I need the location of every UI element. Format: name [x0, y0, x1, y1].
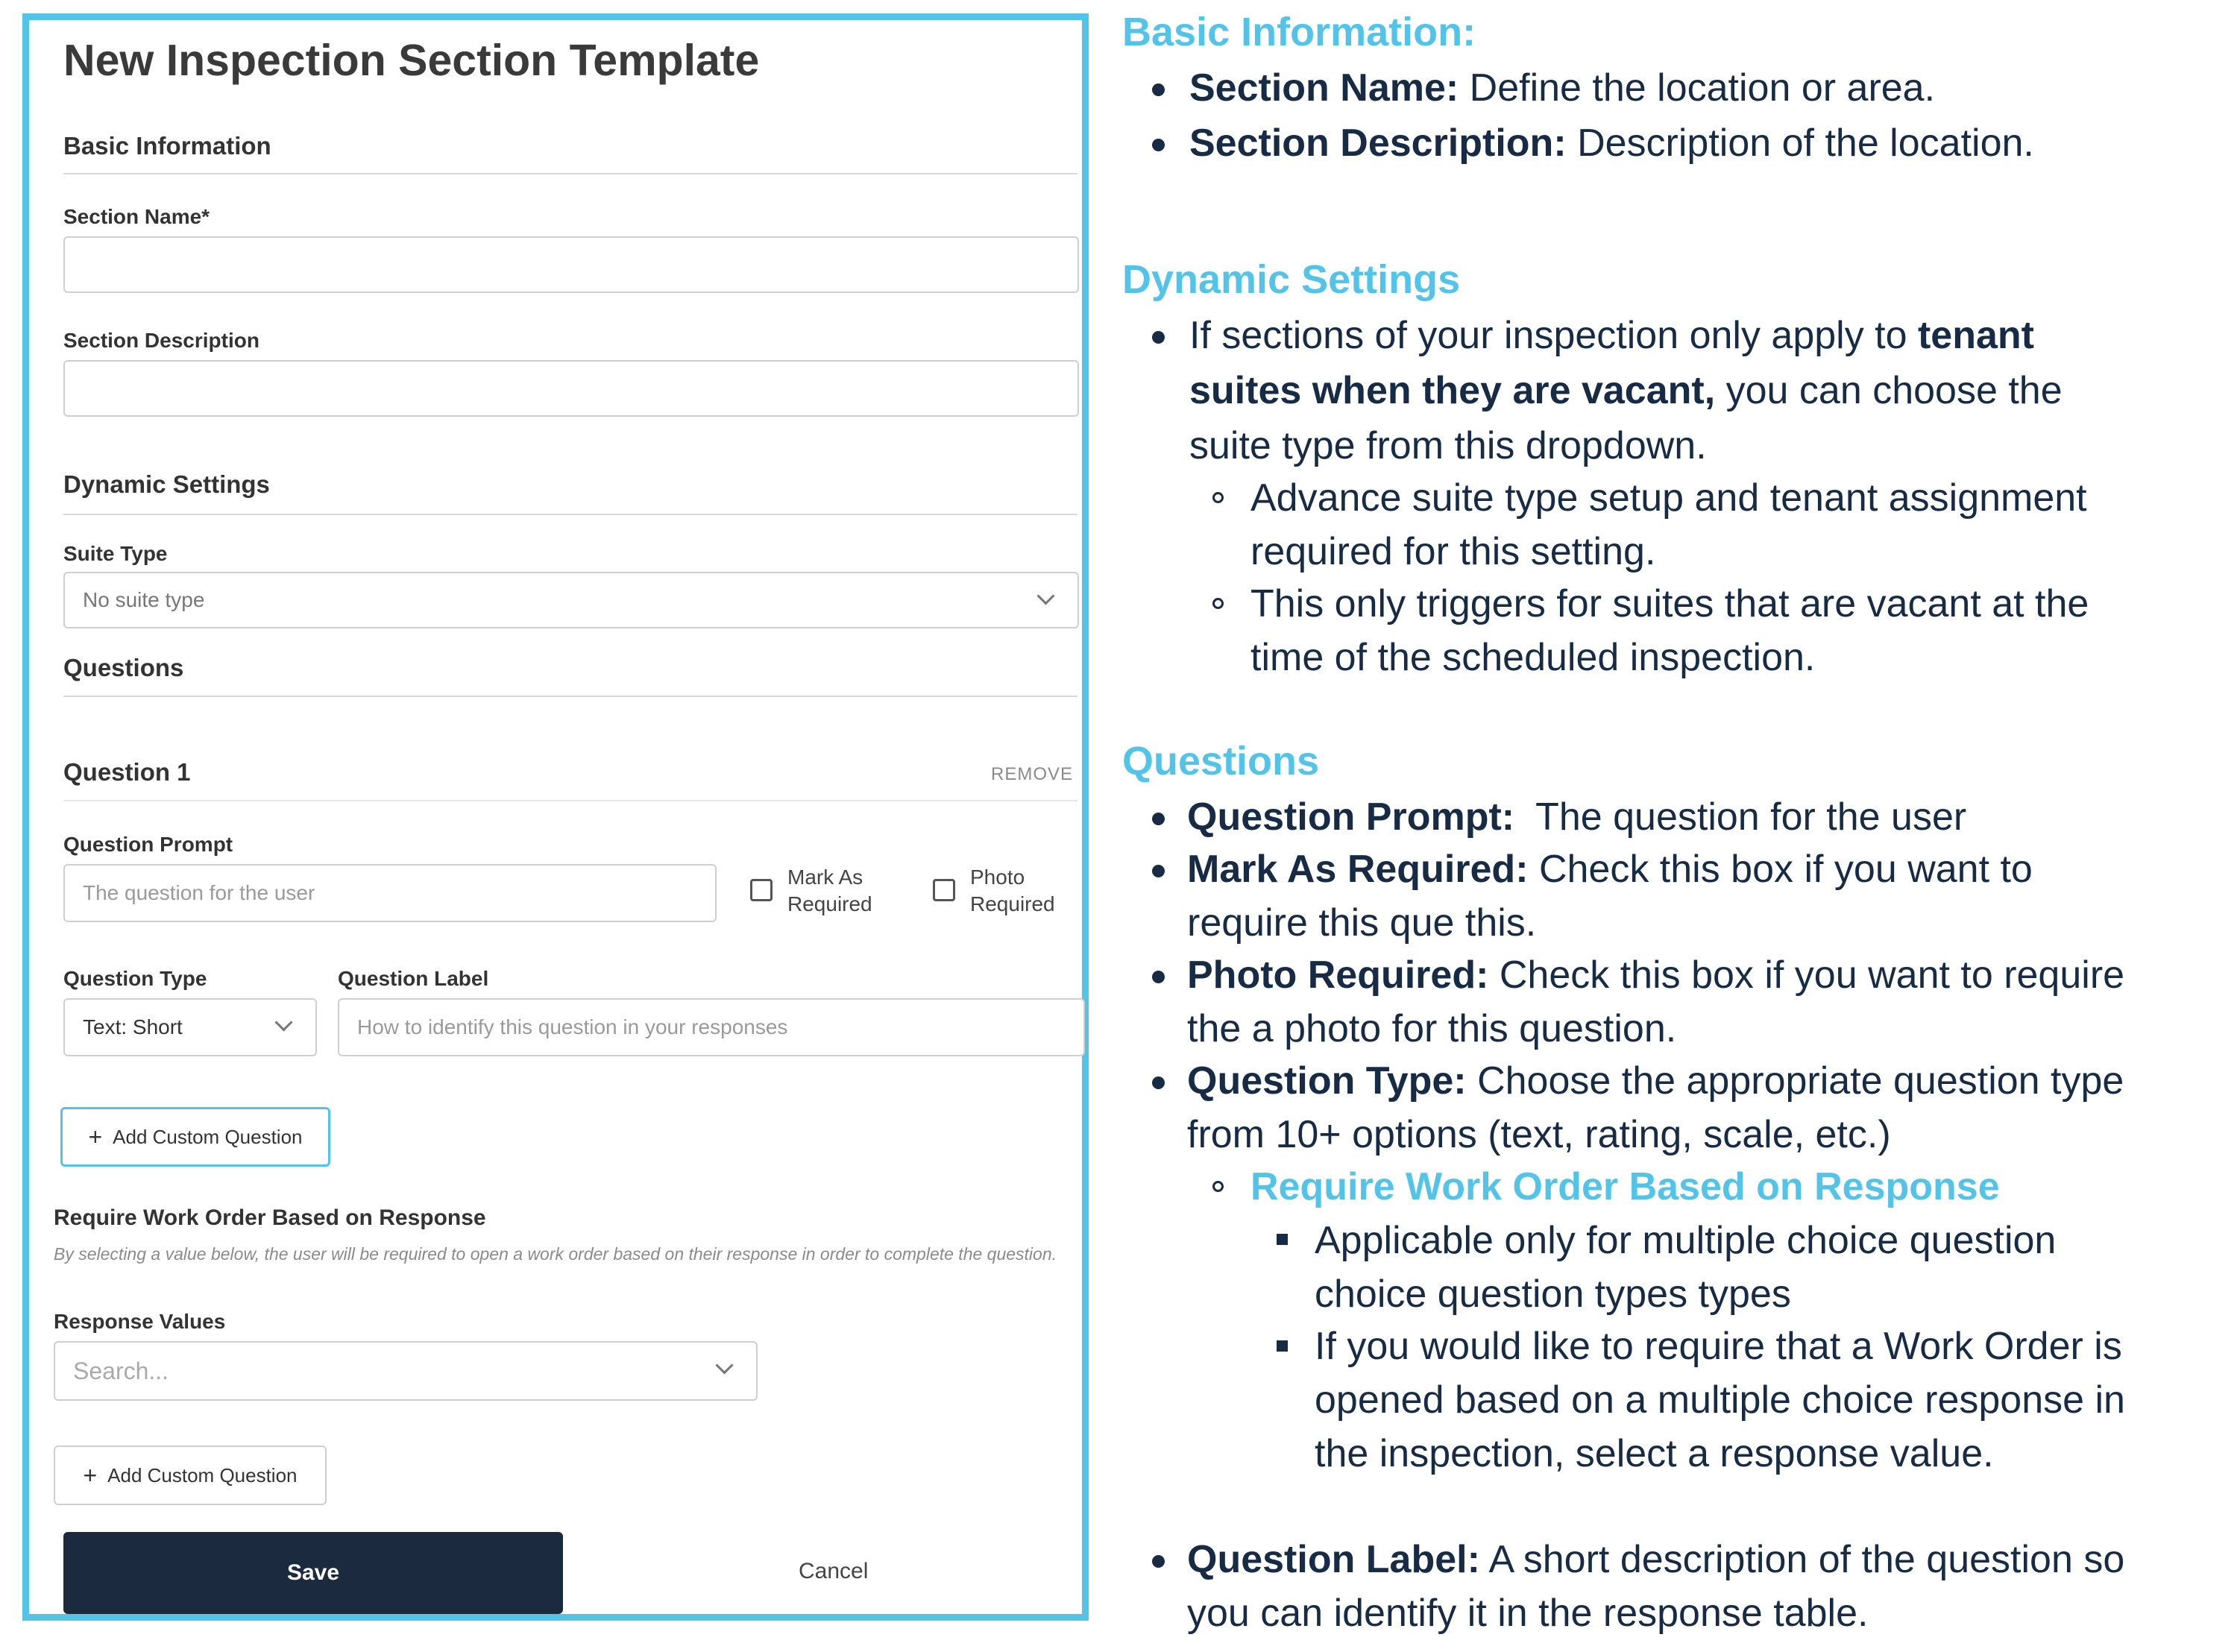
add-custom-question-label: Add Custom Question: [113, 1125, 303, 1148]
question-type-value: Text: Short: [83, 1015, 183, 1038]
work-order-heading: Require Work Order Based on Response: [54, 1205, 486, 1230]
chevron-down-icon: [1036, 587, 1054, 605]
help-desc: The question for the user: [1514, 795, 1967, 839]
help-dynamic-line1: [1189, 309, 2034, 362]
bullet-icon: [1152, 1555, 1165, 1568]
help-desc: Check this box if you want to require: [1488, 953, 2125, 997]
section-name-label: Section Name*: [63, 205, 210, 228]
suite-type-value: No suite type: [83, 588, 205, 611]
question-prompt-label: Question Prompt: [63, 833, 233, 856]
help-work-order-heading: Require Work Order Based on Response: [1250, 1165, 2000, 1208]
help-wo-sub2-line2: opened based on a multiple choice response in: [1315, 1378, 2125, 1422]
bullet-icon: [1152, 1076, 1165, 1089]
suite-type-label: Suite Type: [63, 542, 168, 565]
help-question-prompt: [1187, 790, 1966, 844]
divider: [63, 800, 1077, 801]
help-term: suites when they are vacant,: [1189, 369, 1716, 412]
sub-bullet-icon: [1212, 598, 1224, 609]
help-desc: Choose the appropriate question type: [1466, 1059, 2124, 1103]
help-desc: you can choose the: [1715, 369, 2063, 412]
help-section-name: [1189, 61, 1935, 115]
divider: [63, 173, 1077, 174]
response-values-placeholder: Search...: [73, 1357, 169, 1384]
sub-sub-bullet-icon: [1277, 1234, 1288, 1245]
question-prompt-input[interactable]: The question for the user: [63, 864, 717, 922]
help-wo-sub1-line1: Applicable only for multiple choice question: [1315, 1219, 2057, 1262]
help-dyn-sub1-line2: required for this setting.: [1250, 530, 1656, 573]
sub-bullet-icon: [1212, 1181, 1224, 1192]
bullet-icon: [1152, 83, 1165, 96]
help-section-description: [1189, 116, 2034, 170]
save-button[interactable]: Save: [63, 1532, 563, 1614]
divider: [63, 696, 1077, 697]
question-label-input[interactable]: How to identify this question in your responses: [338, 998, 1085, 1056]
sub-bullet-icon: [1212, 492, 1224, 503]
question-1-title: Question 1: [63, 758, 191, 786]
suite-type-select[interactable]: [63, 572, 1079, 628]
add-custom-question-button[interactable]: [60, 1107, 330, 1167]
mark-required-checkbox[interactable]: [750, 879, 773, 901]
help-term: Question Prompt:: [1187, 795, 1515, 839]
help-dyn-sub2-line1: This only triggers for suites that are vacant at the: [1250, 582, 2089, 625]
help-photo-required-line2: the a photo for this question.: [1187, 1007, 1677, 1050]
help-term: tenant: [1917, 314, 2034, 357]
work-order-description: By selecting a value below, the user will be required to open a work order based on their response in order to complete the question.: [54, 1244, 1057, 1264]
help-term: Mark As Required:: [1187, 848, 1529, 891]
sub-sub-bullet-icon: [1277, 1340, 1288, 1352]
divider: [63, 514, 1077, 515]
photo-required-label-line2: Required: [970, 892, 1055, 915]
help-photo-required: [1187, 948, 2124, 1002]
section-description-input[interactable]: [63, 360, 1079, 417]
help-desc: A short description of the question so: [1479, 1538, 2125, 1581]
help-question-label: [1187, 1533, 2124, 1586]
bullet-icon: [1152, 331, 1165, 344]
help-basic-heading: Basic Information:: [1122, 10, 1476, 54]
help-desc: Description of the location.: [1566, 122, 2034, 165]
help-term: Section Name:: [1189, 66, 1459, 110]
help-desc: If sections of your inspection only apply to: [1189, 314, 1918, 357]
mark-required-label-line2: Required: [787, 892, 872, 915]
help-term: Photo Required:: [1187, 953, 1489, 997]
question-label-label: Question Label: [338, 967, 489, 990]
mark-required-label-line1: Mark As: [787, 866, 863, 889]
help-wo-sub2-line1: If you would like to require that a Work Order is: [1315, 1325, 2122, 1368]
help-question-type: [1187, 1054, 2124, 1108]
help-desc: Check this box if you want to: [1528, 848, 2033, 891]
help-dynamic-line2: [1189, 364, 2063, 417]
bullet-icon: [1152, 139, 1165, 151]
section-description-label: Section Description: [63, 329, 259, 352]
cancel-button[interactable]: Cancel: [799, 1559, 869, 1583]
help-dyn-sub1-line1: Advance suite type setup and tenant assignment: [1250, 476, 2087, 520]
help-wo-sub1-line2: choice question types types: [1315, 1273, 1791, 1316]
dynamic-settings-heading: Dynamic Settings: [63, 470, 270, 498]
help-mark-required-line2: require this que this.: [1187, 901, 1537, 945]
plus-icon: +: [88, 1123, 103, 1150]
help-questions-heading: Questions: [1122, 739, 1320, 784]
add-custom-question-label: Add Custom Question: [107, 1463, 298, 1487]
bullet-icon: [1152, 865, 1165, 877]
help-wo-sub2-line3: the inspection, select a response value.: [1315, 1432, 1994, 1475]
plus-icon: +: [83, 1462, 98, 1489]
response-values-label: Response Values: [54, 1310, 226, 1333]
chevron-down-icon: [274, 1013, 292, 1031]
help-question-label-line2: you can identify it in the response table.: [1187, 1592, 1869, 1635]
chevron-down-icon: [715, 1356, 733, 1374]
question-type-label: Question Type: [63, 967, 207, 990]
add-custom-question-button-2[interactable]: [54, 1446, 327, 1505]
help-term: Section Description:: [1189, 122, 1567, 165]
response-values-search[interactable]: [54, 1341, 758, 1401]
question-type-select[interactable]: [63, 998, 317, 1056]
section-name-input[interactable]: [63, 236, 1079, 293]
bullet-icon: [1152, 971, 1165, 983]
questions-heading: Questions: [63, 654, 184, 681]
photo-required-label-line1: Photo: [970, 866, 1025, 889]
basic-info-heading: Basic Information: [63, 132, 271, 160]
inspection-form-panel: [22, 13, 1089, 1621]
help-question-type-line2: from 10+ options (text, rating, scale, etc.): [1187, 1113, 1891, 1156]
help-dynamic-heading: Dynamic Settings: [1122, 257, 1461, 302]
bullet-icon: [1152, 813, 1165, 825]
help-term: Question Label:: [1187, 1538, 1480, 1581]
remove-question-link[interactable]: REMOVE: [991, 764, 1074, 784]
help-term: Question Type:: [1187, 1059, 1467, 1103]
help-desc: Define the location or area.: [1459, 66, 1936, 110]
photo-required-checkbox[interactable]: [933, 879, 955, 901]
page-title: New Inspection Section Template: [63, 36, 760, 85]
help-dynamic-line3: suite type from this dropdown.: [1189, 424, 1707, 467]
help-dyn-sub2-line2: time of the scheduled inspection.: [1250, 636, 1816, 679]
help-mark-required: [1187, 842, 2033, 896]
